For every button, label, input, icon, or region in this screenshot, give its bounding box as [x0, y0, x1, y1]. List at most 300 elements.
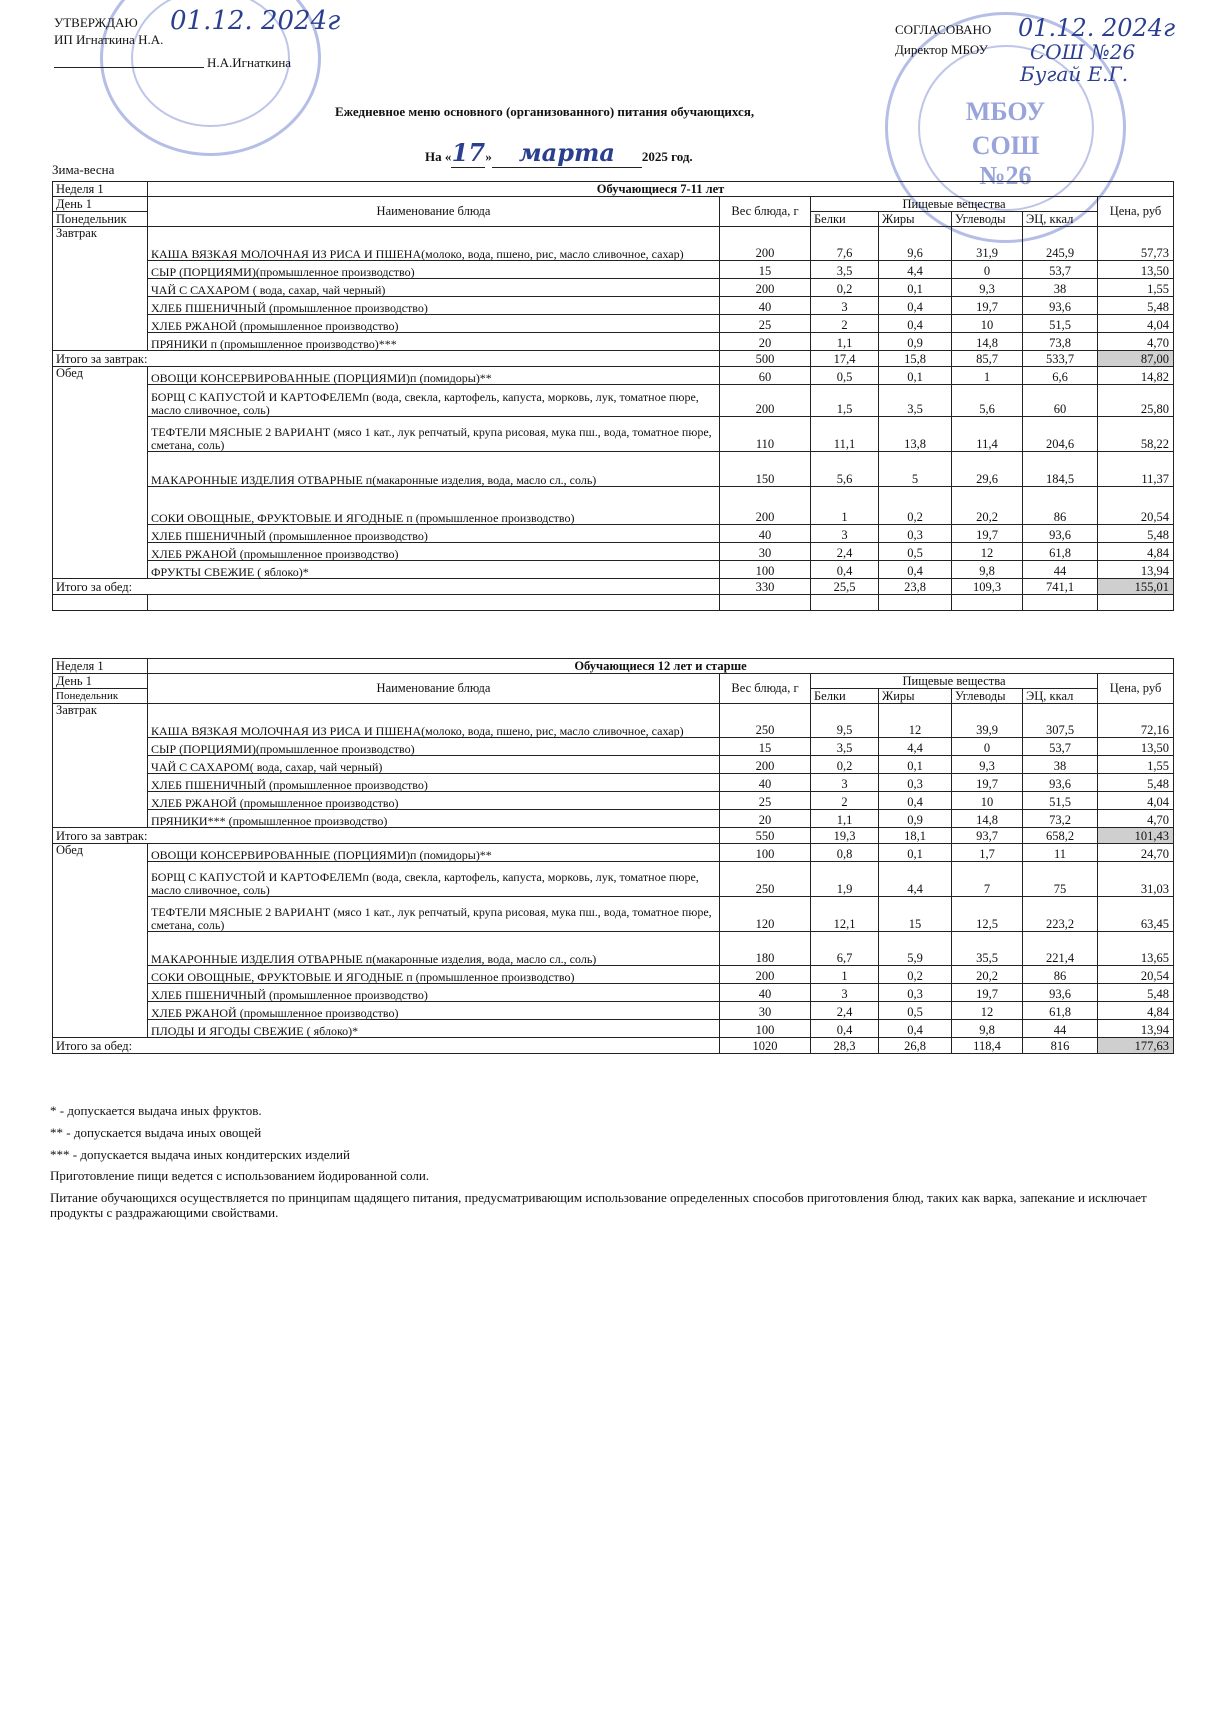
dish-fat: 5 [879, 452, 952, 487]
dish-energy: 307,5 [1023, 704, 1098, 738]
dish-name: ОВОЩИ КОНСЕРВИРОВАННЫЕ (ПОРЦИЯМИ)п (помидоры)** [148, 367, 720, 385]
dish-row [53, 774, 1174, 792]
menu-table-12-plus [52, 658, 1174, 1054]
dish-weight: 200 [720, 966, 811, 984]
dish-price: 72,16 [1098, 704, 1174, 738]
total-energy: 658,2 [1023, 828, 1098, 844]
dish-row [53, 561, 1174, 579]
dish-price: 20,54 [1098, 966, 1174, 984]
dish-protein: 1,5 [811, 385, 879, 417]
dish-energy: 51,5 [1023, 315, 1098, 333]
dish-row [53, 385, 1174, 417]
dish-protein: 1 [811, 487, 879, 525]
day-label: День 1 [53, 197, 148, 212]
total-carbs: 118,4 [952, 1038, 1023, 1054]
dish-protein: 0,2 [811, 279, 879, 297]
dish-name: ХЛЕБ ПШЕНИЧНЫЙ (промышленное производство) [148, 297, 720, 315]
dish-name: ХЛЕБ ПШЕНИЧНЫЙ (промышленное производство) [148, 774, 720, 792]
dish-energy: 86 [1023, 487, 1098, 525]
dish-weight: 110 [720, 417, 811, 452]
dish-name: КАША ВЯЗКАЯ МОЛОЧНАЯ ИЗ РИСА И ПШЕНА(молоко, вода, пшено, рис, масло сливочное, сахар) [148, 227, 720, 261]
dish-fat: 4,4 [879, 862, 952, 897]
dish-price: 5,48 [1098, 774, 1174, 792]
dish-fat: 15 [879, 897, 952, 932]
dish-fat: 4,4 [879, 261, 952, 279]
total-fat: 15,8 [879, 351, 952, 367]
dish-energy: 184,5 [1023, 452, 1098, 487]
dish-name: СЫР (ПОРЦИЯМИ)(промышленное производство) [148, 261, 720, 279]
dish-name: ХЛЕБ РЖАНОЙ (промышленное производство) [148, 315, 720, 333]
dish-row [53, 333, 1174, 351]
dish-weight: 150 [720, 452, 811, 487]
dish-fat: 9,6 [879, 227, 952, 261]
dish-price: 13,65 [1098, 932, 1174, 966]
breakfast-body-2 [53, 704, 1174, 828]
dish-carbs: 14,8 [952, 810, 1023, 828]
col-nutrients-header: Пищевые вещества [811, 197, 1098, 212]
dish-carbs: 0 [952, 738, 1023, 756]
lunch-body-1 [53, 367, 1174, 579]
dish-name: ХЛЕБ РЖАНОЙ (промышленное производство) [148, 792, 720, 810]
dish-protein: 0,4 [811, 1020, 879, 1038]
total-price: 177,63 [1098, 1038, 1174, 1054]
dish-energy: 93,6 [1023, 774, 1098, 792]
total-fat: 18,1 [879, 828, 952, 844]
dish-fat: 12 [879, 704, 952, 738]
dish-name: ХЛЕБ ПШЕНИЧНЫЙ (промышленное производство) [148, 984, 720, 1002]
dish-row [53, 966, 1174, 984]
dish-fat: 0,1 [879, 756, 952, 774]
dish-fat: 0,1 [879, 367, 952, 385]
dish-weight: 20 [720, 810, 811, 828]
dish-row [53, 810, 1174, 828]
dish-carbs: 19,7 [952, 984, 1023, 1002]
dish-carbs: 11,4 [952, 417, 1023, 452]
dish-energy: 38 [1023, 279, 1098, 297]
dish-row [53, 897, 1174, 932]
dish-energy: 204,6 [1023, 417, 1098, 452]
dish-fat: 0,5 [879, 1002, 952, 1020]
agree-position: Директор МБОУ [895, 42, 988, 57]
dish-energy: 93,6 [1023, 297, 1098, 315]
stamp-right-line2: СОШ №26 [971, 131, 1040, 190]
dish-carbs: 12 [952, 1002, 1023, 1020]
dish-name: ФРУКТЫ СВЕЖИЕ ( яблоко)* [148, 561, 720, 579]
dish-price: 4,70 [1098, 810, 1174, 828]
menu-date [425, 138, 693, 168]
dish-fat: 0,1 [879, 844, 952, 862]
total-protein: 28,3 [811, 1038, 879, 1054]
dish-name: МАКАРОННЫЕ ИЗДЕЛИЯ ОТВАРНЫЕ п(макаронные изделия, вода, масло сл., соль) [148, 932, 720, 966]
dish-price: 24,70 [1098, 844, 1174, 862]
dish-row [53, 261, 1174, 279]
dish-carbs: 19,7 [952, 525, 1023, 543]
total-label: Итого за обед: [53, 1038, 720, 1054]
total-price: 87,00 [1098, 351, 1174, 367]
dish-price: 13,94 [1098, 561, 1174, 579]
dish-price: 4,04 [1098, 315, 1174, 333]
dish-protein: 0,4 [811, 561, 879, 579]
dish-name: СОКИ ОВОЩНЫЕ, ФРУКТОВЫЕ И ЯГОДНЫЕ п (промышленное производство) [148, 966, 720, 984]
dish-name: КАША ВЯЗКАЯ МОЛОЧНАЯ ИЗ РИСА И ПШЕНА(молоко, вода, пшено, рис, масло сливочное, сахар) [148, 704, 720, 738]
dish-energy: 93,6 [1023, 984, 1098, 1002]
dish-energy: 11 [1023, 844, 1098, 862]
dish-carbs: 9,3 [952, 756, 1023, 774]
dish-energy: 93,6 [1023, 525, 1098, 543]
dish-protein: 3,5 [811, 261, 879, 279]
dish-protein: 7,6 [811, 227, 879, 261]
col-energy-header: ЭЦ, ккал [1023, 212, 1098, 227]
dish-protein: 2 [811, 315, 879, 333]
approve-line [54, 67, 204, 68]
dish-protein: 0,2 [811, 756, 879, 774]
dish-weight: 40 [720, 774, 811, 792]
col-fat-header: Жиры [879, 689, 952, 704]
dish-energy: 61,8 [1023, 543, 1098, 561]
dish-protein: 2,4 [811, 543, 879, 561]
total-label: Итого за завтрак: [53, 351, 720, 367]
dish-carbs: 1,7 [952, 844, 1023, 862]
approve-title: УТВЕРЖДАЮ [54, 15, 138, 30]
dish-weight: 200 [720, 227, 811, 261]
dish-name: БОРЩ С КАПУСТОЙ И КАРТОФЕЛЕМп (вода, свекла, картофель, капуста, морковь, лук, томатное пюре, масло сливочное, соль) [148, 385, 720, 417]
dish-name: ПРЯНИКИ*** (промышленное производство) [148, 810, 720, 828]
footnote-3: *** - допускается выдача иных кондитерских изделий [50, 1147, 350, 1162]
dish-energy: 44 [1023, 561, 1098, 579]
dish-price: 14,82 [1098, 367, 1174, 385]
dish-protein: 1,1 [811, 333, 879, 351]
agree-school-handwritten: СОШ №26 [1030, 40, 1136, 64]
approve-name: ИП Игнаткина Н.А. [54, 32, 164, 47]
dish-name: СЫР (ПОРЦИЯМИ)(промышленное производство) [148, 738, 720, 756]
dish-energy: 245,9 [1023, 227, 1098, 261]
dish-protein: 6,7 [811, 932, 879, 966]
agree-title: СОГЛАСОВАНО [895, 22, 992, 37]
dish-row [53, 984, 1174, 1002]
dish-weight: 250 [720, 704, 811, 738]
dish-price: 4,84 [1098, 543, 1174, 561]
dish-fat: 0,4 [879, 315, 952, 333]
dish-price: 5,48 [1098, 525, 1174, 543]
dish-fat: 0,4 [879, 792, 952, 810]
dish-protein: 3,5 [811, 738, 879, 756]
meal-label: Обед [53, 367, 148, 579]
approve-date-handwritten: 01.12. 2024г [170, 6, 341, 36]
week-label: Неделя 1 [53, 659, 148, 674]
dish-price: 13,50 [1098, 738, 1174, 756]
footnote-1: * - допускается выдача иных фруктов. [50, 1103, 262, 1118]
dish-carbs: 39,9 [952, 704, 1023, 738]
dish-price: 63,45 [1098, 897, 1174, 932]
dish-row [53, 844, 1174, 862]
dish-row [53, 543, 1174, 561]
dish-protein: 3 [811, 774, 879, 792]
col-nutrients-header: Пищевые вещества [811, 674, 1098, 689]
dish-fat: 0,9 [879, 333, 952, 351]
total-energy: 533,7 [1023, 351, 1098, 367]
dish-name: ХЛЕБ РЖАНОЙ (промышленное производство) [148, 1002, 720, 1020]
date-month: марта [492, 138, 642, 168]
dish-row [53, 792, 1174, 810]
dish-energy: 61,8 [1023, 1002, 1098, 1020]
dish-energy: 6,6 [1023, 367, 1098, 385]
dish-name: СОКИ ОВОЩНЫЕ, ФРУКТОВЫЕ И ЯГОДНЫЕ п (промышленное производство) [148, 487, 720, 525]
dish-carbs: 12,5 [952, 897, 1023, 932]
dish-row [53, 315, 1174, 333]
weekday-label: Понедельник [53, 212, 148, 227]
dish-protein: 1,9 [811, 862, 879, 897]
footnote-2: ** - допускается выдача иных овощей [50, 1125, 262, 1140]
col-price-header: Цена, руб [1098, 674, 1174, 704]
dish-row [53, 297, 1174, 315]
dish-carbs: 7 [952, 862, 1023, 897]
dish-price: 5,48 [1098, 297, 1174, 315]
total-weight: 330 [720, 579, 811, 595]
agree-signature-handwritten: Бугай Е.Г. [1020, 62, 1129, 86]
dish-energy: 44 [1023, 1020, 1098, 1038]
date-suffix: 2025 год. [641, 149, 693, 164]
dish-row [53, 932, 1174, 966]
dish-protein: 1 [811, 966, 879, 984]
dish-carbs: 1 [952, 367, 1023, 385]
dish-fat: 3,5 [879, 385, 952, 417]
meal-label: Завтрак [53, 704, 148, 828]
meal-label: Завтрак [53, 227, 148, 351]
dish-weight: 200 [720, 279, 811, 297]
day-label: День 1 [53, 674, 148, 689]
dish-protein: 3 [811, 525, 879, 543]
dish-energy: 73,8 [1023, 333, 1098, 351]
dish-energy: 38 [1023, 756, 1098, 774]
total-protein: 17,4 [811, 351, 879, 367]
dish-price: 4,84 [1098, 1002, 1174, 1020]
total-protein: 19,3 [811, 828, 879, 844]
dish-energy: 53,7 [1023, 738, 1098, 756]
dish-weight: 200 [720, 756, 811, 774]
dish-protein: 3 [811, 297, 879, 315]
col-price-header: Цена, руб [1098, 197, 1174, 227]
total-weight: 550 [720, 828, 811, 844]
group-title: Обучающиеся 12 лет и старше [148, 659, 1174, 674]
breakfast-body-1 [53, 227, 1174, 351]
dish-name: БОРЩ С КАПУСТОЙ И КАРТОФЕЛЕМп (вода, свекла, картофель, капуста, морковь, лук, томатное пюре, масло сливочное, соль) [148, 862, 720, 897]
dish-protein: 12,1 [811, 897, 879, 932]
dish-carbs: 19,7 [952, 774, 1023, 792]
dish-row [53, 862, 1174, 897]
dish-name: ТЕФТЕЛИ МЯСНЫЕ 2 ВАРИАНТ (мясо 1 кат., лук репчатый, крупа рисовая, мука пш., вода, томатное пюре, сметана, соль) [148, 897, 720, 932]
footnote-salt: Приготовление пищи ведется с использованием йодированной соли. [50, 1168, 430, 1183]
total-fat: 26,8 [879, 1038, 952, 1054]
total-energy: 816 [1023, 1038, 1098, 1054]
dish-energy: 221,4 [1023, 932, 1098, 966]
col-protein-header: Белки [811, 212, 879, 227]
dish-price: 4,70 [1098, 333, 1174, 351]
col-name-header: Наименование блюда [148, 674, 720, 704]
date-day: 17 [451, 138, 486, 167]
dish-fat: 0,1 [879, 279, 952, 297]
approve-signature: Н.А.Игнаткина [207, 55, 292, 70]
page-title: Ежедневное меню основного (организованного) питания обучающихся, [335, 104, 755, 119]
dish-fat: 13,8 [879, 417, 952, 452]
dish-weight: 180 [720, 932, 811, 966]
dish-row [53, 1020, 1174, 1038]
dish-weight: 30 [720, 1002, 811, 1020]
dish-price: 13,50 [1098, 261, 1174, 279]
dish-energy: 51,5 [1023, 792, 1098, 810]
season-label: Зима-весна [52, 162, 115, 177]
dish-fat: 0,4 [879, 297, 952, 315]
dish-protein: 1,1 [811, 810, 879, 828]
dish-weight: 100 [720, 1020, 811, 1038]
dish-weight: 40 [720, 984, 811, 1002]
dish-fat: 0,5 [879, 543, 952, 561]
dish-name: ЧАЙ С САХАРОМ ( вода, сахар, чай черный) [148, 279, 720, 297]
group-title: Обучающиеся 7-11 лет [148, 182, 1174, 197]
dish-fat: 4,4 [879, 738, 952, 756]
footnote-diet: Питание обучающихся осуществляется по принципам щадящего питания, предусматривающим использование определенных способов приготовления блюд, таких как варка, запекание и исключает продукты с раздражающими свойствами. [50, 1190, 1147, 1220]
dish-weight: 20 [720, 333, 811, 351]
dish-weight: 200 [720, 385, 811, 417]
dish-weight: 250 [720, 862, 811, 897]
dish-row [53, 452, 1174, 487]
dish-protein: 5,6 [811, 452, 879, 487]
dish-protein: 11,1 [811, 417, 879, 452]
meal-label: Обед [53, 844, 148, 1038]
dish-price: 13,94 [1098, 1020, 1174, 1038]
dish-weight: 40 [720, 525, 811, 543]
dish-carbs: 5,6 [952, 385, 1023, 417]
stamp-right-line1: МБОУ [965, 97, 1046, 126]
dish-name: МАКАРОННЫЕ ИЗДЕЛИЯ ОТВАРНЫЕ п(макаронные изделия, вода, масло сл., соль) [148, 452, 720, 487]
dish-fat: 0,3 [879, 525, 952, 543]
dish-carbs: 31,9 [952, 227, 1023, 261]
dish-row [53, 279, 1174, 297]
dish-fat: 0,3 [879, 984, 952, 1002]
dish-name: ПЛОДЫ И ЯГОДЫ СВЕЖИЕ ( яблоко)* [148, 1020, 720, 1038]
dish-name: ЧАЙ С САХАРОМ( вода, сахар, чай черный) [148, 756, 720, 774]
lunch-body-2 [53, 844, 1174, 1038]
dish-carbs: 9,8 [952, 1020, 1023, 1038]
dish-fat: 0,4 [879, 1020, 952, 1038]
dish-row [53, 227, 1174, 261]
dish-carbs: 20,2 [952, 966, 1023, 984]
dish-carbs: 20,2 [952, 487, 1023, 525]
dish-energy: 86 [1023, 966, 1098, 984]
total-weight: 500 [720, 351, 811, 367]
dish-carbs: 19,7 [952, 297, 1023, 315]
dish-weight: 60 [720, 367, 811, 385]
dish-energy: 75 [1023, 862, 1098, 897]
dish-fat: 0,4 [879, 561, 952, 579]
dish-weight: 200 [720, 487, 811, 525]
dish-row [53, 525, 1174, 543]
dish-fat: 0,2 [879, 966, 952, 984]
week-label: Неделя 1 [53, 182, 148, 197]
dish-name: ХЛЕБ ПШЕНИЧНЫЙ (промышленное производство) [148, 525, 720, 543]
dish-weight: 25 [720, 315, 811, 333]
dish-protein: 3 [811, 984, 879, 1002]
lunch-total-row [53, 579, 1174, 595]
dish-fat: 5,9 [879, 932, 952, 966]
col-weight-header: Вес блюда, г [720, 674, 811, 704]
col-weight-header: Вес блюда, г [720, 197, 811, 227]
total-energy: 741,1 [1023, 579, 1098, 595]
menu-table-7-11 [52, 181, 1174, 611]
breakfast-total-row [53, 351, 1174, 367]
dish-row [53, 487, 1174, 525]
dish-price: 31,03 [1098, 862, 1174, 897]
dish-price: 1,55 [1098, 279, 1174, 297]
dish-energy: 73,2 [1023, 810, 1098, 828]
dish-carbs: 10 [952, 315, 1023, 333]
dish-protein: 2,4 [811, 1002, 879, 1020]
total-weight: 1020 [720, 1038, 811, 1054]
dish-price: 20,54 [1098, 487, 1174, 525]
dish-price: 11,37 [1098, 452, 1174, 487]
total-label: Итого за завтрак: [53, 828, 720, 844]
total-protein: 25,5 [811, 579, 879, 595]
dish-price: 5,48 [1098, 984, 1174, 1002]
col-name-header: Наименование блюда [148, 197, 720, 227]
dish-carbs: 10 [952, 792, 1023, 810]
dish-protein: 9,5 [811, 704, 879, 738]
dish-fat: 0,2 [879, 487, 952, 525]
col-energy-header: ЭЦ, ккал [1023, 689, 1098, 704]
dish-row [53, 738, 1174, 756]
dish-price: 57,73 [1098, 227, 1174, 261]
dish-name: ПРЯНИКИ п (промышленное производство)*** [148, 333, 720, 351]
total-price: 101,43 [1098, 828, 1174, 844]
dish-weight: 15 [720, 738, 811, 756]
dish-weight: 100 [720, 561, 811, 579]
dish-fat: 0,9 [879, 810, 952, 828]
dish-fat: 0,3 [879, 774, 952, 792]
dish-price: 58,22 [1098, 417, 1174, 452]
breakfast-total-row [53, 828, 1174, 844]
dish-energy: 53,7 [1023, 261, 1098, 279]
dish-name: ОВОЩИ КОНСЕРВИРОВАННЫЕ (ПОРЦИЯМИ)п (помидоры)** [148, 844, 720, 862]
dish-price: 4,04 [1098, 792, 1174, 810]
dish-carbs: 35,5 [952, 932, 1023, 966]
dish-weight: 40 [720, 297, 811, 315]
dish-row [53, 704, 1174, 738]
dish-weight: 15 [720, 261, 811, 279]
col-fat-header: Жиры [879, 212, 952, 227]
total-label: Итого за обед: [53, 579, 720, 595]
dish-energy: 60 [1023, 385, 1098, 417]
total-carbs: 93,7 [952, 828, 1023, 844]
dish-protein: 0,8 [811, 844, 879, 862]
dish-protein: 2 [811, 792, 879, 810]
col-protein-header: Белки [811, 689, 879, 704]
dish-price: 25,80 [1098, 385, 1174, 417]
total-carbs: 85,7 [952, 351, 1023, 367]
dish-carbs: 14,8 [952, 333, 1023, 351]
dish-carbs: 12 [952, 543, 1023, 561]
lunch-total-row [53, 1038, 1174, 1054]
total-price: 155,01 [1098, 579, 1174, 595]
dish-weight: 100 [720, 844, 811, 862]
date-prefix: На « [425, 149, 452, 164]
dish-row [53, 367, 1174, 385]
weekday-label: Понедельник [53, 689, 148, 704]
dish-weight: 25 [720, 792, 811, 810]
dish-row [53, 417, 1174, 452]
dish-carbs: 9,8 [952, 561, 1023, 579]
dish-row [53, 756, 1174, 774]
total-fat: 23,8 [879, 579, 952, 595]
total-carbs: 109,3 [952, 579, 1023, 595]
